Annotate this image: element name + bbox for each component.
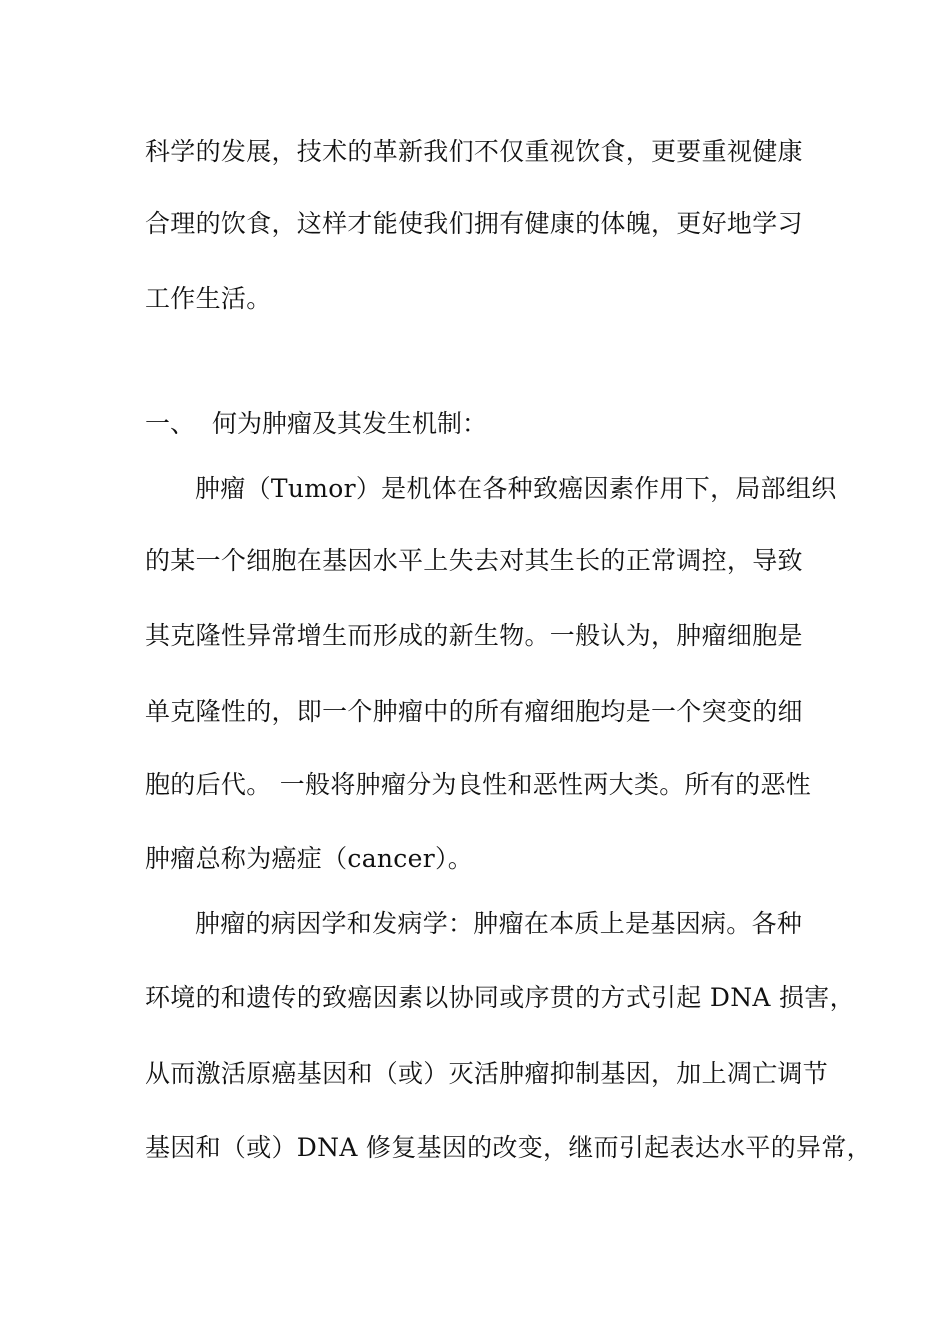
intro-line-2: 合理的饮食，这样才能使我们拥有健康的体魄，更好地学习 [145, 209, 803, 238]
paragraph1-line-1: 肿瘤（Tumor）是机体在各种致癌因素作用下，局部组织 [195, 474, 837, 503]
paragraph1-line-5: 胞的后代。 一般将肿瘤分为良性和恶性两大类。所有的恶性 [145, 770, 812, 799]
paragraph2-line-2: 环境的和遗传的致癌因素以协同或序贯的方式引起 DNA 损害， [145, 983, 855, 1012]
paragraph1-line-3: 其克隆性异常增生而形成的新生物。一般认为，肿瘤细胞是 [145, 621, 803, 650]
intro-line-1: 科学的发展，技术的革新我们不仅重视饮食，更要重视健康 [145, 137, 803, 166]
paragraph1-line-6: 肿瘤总称为癌症（cancer）。 [145, 844, 474, 873]
intro-line-3: 工作生活。 [145, 284, 272, 313]
paragraph1-line-2: 的某一个细胞在基因水平上失去对其生长的正常调控，导致 [145, 546, 803, 575]
paragraph2-line-4: 基因和（或）DNA 修复基因的改变，继而引起表达水平的异常， [145, 1133, 872, 1162]
paragraph1-line-4: 单克隆性的，即一个肿瘤中的所有瘤细胞均是一个突变的细 [145, 697, 803, 726]
paragraph2-line-1: 肿瘤的病因学和发病学：肿瘤在本质上是基因病。各种 [195, 909, 803, 938]
section-title: 何为肿瘤及其发生机制： [212, 409, 488, 438]
paragraph2-line-3: 从而激活原癌基因和（或）灭活肿瘤抑制基因，加上凋亡调节 [145, 1059, 829, 1088]
section-number: 一、 [145, 409, 196, 438]
